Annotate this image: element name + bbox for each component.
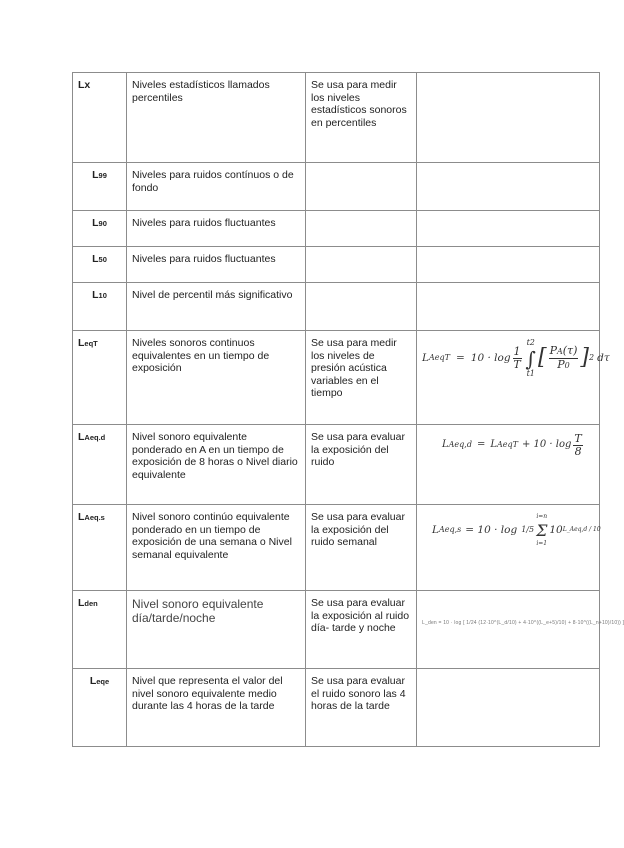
description-cell: Nivel sonoro equivalente día/tarde/noche <box>127 591 306 669</box>
use-cell: Se usa para evaluar el ruido sonoro las 4 horas de la tarde <box>306 669 417 747</box>
description-cell: Niveles para ruidos fluctuantes <box>127 247 306 283</box>
symbol-cell: LAeq.s <box>73 505 127 591</box>
symbol-cell: L50 <box>73 247 127 283</box>
noise-levels-table <box>72 72 624 747</box>
use-cell: Se usa para medir los niveles estadísticos sonoros en percentiles <box>306 73 417 163</box>
formula-cell <box>417 591 624 669</box>
use-cell: Se usa para evaluar la exposición del ruido semanal <box>306 505 417 591</box>
formula-lden: L_den = 10 · log [ 1/24 (12·10^(L_d/10) + 4·10^((L_e+5)/10) + 8·10^((L_n+10)/10)) ] <box>422 620 624 626</box>
use-cell <box>306 211 417 247</box>
use-cell <box>306 163 417 211</box>
formula-laeqd: L Aeq,d = L AeqT + 10 · log $\frac{T}{8}$ <box>442 432 582 458</box>
use-cell: Se usa para medir los niveles de presión acústica variables en el tiempo <box>306 331 417 425</box>
table-row <box>73 211 600 247</box>
formula-cell <box>417 283 600 331</box>
table-row <box>73 669 600 747</box>
description-cell: Nivel sonoro continúo equivalente ponderado en un tiempo de exposición de una semana o Nivel semanal equivalente <box>127 505 306 591</box>
formula-cell <box>417 425 600 505</box>
use-cell <box>306 283 417 331</box>
table-row <box>73 283 600 331</box>
table-row <box>73 425 600 505</box>
table-row <box>73 331 600 425</box>
symbol-cell: Leqe <box>73 669 127 747</box>
formula-laeqt: L AeqT = 10 · log $\frac{1}{T}$ t2 ∫ t1 [ $\frac{PA(\tau)}{P0}$ ] 2 dτ <box>422 338 610 378</box>
description-cell: Niveles para ruidos contínuos o de fondo <box>127 163 306 211</box>
table-row <box>73 505 600 591</box>
table-row <box>73 163 600 211</box>
formula-cell <box>417 247 600 283</box>
description-cell: Niveles sonoros continuos equivalentes en un tiempo de exposición <box>127 331 306 425</box>
formula-cell <box>417 211 600 247</box>
use-cell: Se usa para evaluar la exposición al ruido día- tarde y noche <box>306 591 417 669</box>
table-row <box>73 247 600 283</box>
symbol-cell: L10 <box>73 283 127 331</box>
formula-laeqs: L Aeq,s = 10 · log 1/5 i=n Σ i=1 10 L_Aeq,d / 10 <box>432 513 601 547</box>
formula-cell <box>417 505 600 591</box>
table-row <box>73 591 600 669</box>
formula-cell <box>417 669 600 747</box>
description-cell: Nivel que representa el valor del nivel sonoro equivalente medio durante las 4 horas de la tarde <box>127 669 306 747</box>
use-cell: Se usa para evaluar la exposición del ruido <box>306 425 417 505</box>
description-cell: Niveles para ruidos fluctuantes <box>127 211 306 247</box>
formula-cell <box>417 163 600 211</box>
symbol-cell: L99 <box>73 163 127 211</box>
symbol-cell: LAeq.d <box>73 425 127 505</box>
description-cell: Nivel de percentil más significativo <box>127 283 306 331</box>
description-cell: Niveles estadísticos llamados percentiles <box>127 73 306 163</box>
formula-cell <box>417 331 610 425</box>
symbol-cell: LeqT <box>73 331 127 425</box>
symbol-cell: L90 <box>73 211 127 247</box>
symbol-cell: Lden <box>73 591 127 669</box>
symbol-cell: Lx <box>73 73 127 163</box>
table-row <box>73 73 600 163</box>
description-cell: Nivel sonoro equivalente ponderado en A en un tiempo de exposición de 8 horas o Nivel diario equivalente <box>127 425 306 505</box>
use-cell <box>306 247 417 283</box>
formula-cell <box>417 73 600 163</box>
